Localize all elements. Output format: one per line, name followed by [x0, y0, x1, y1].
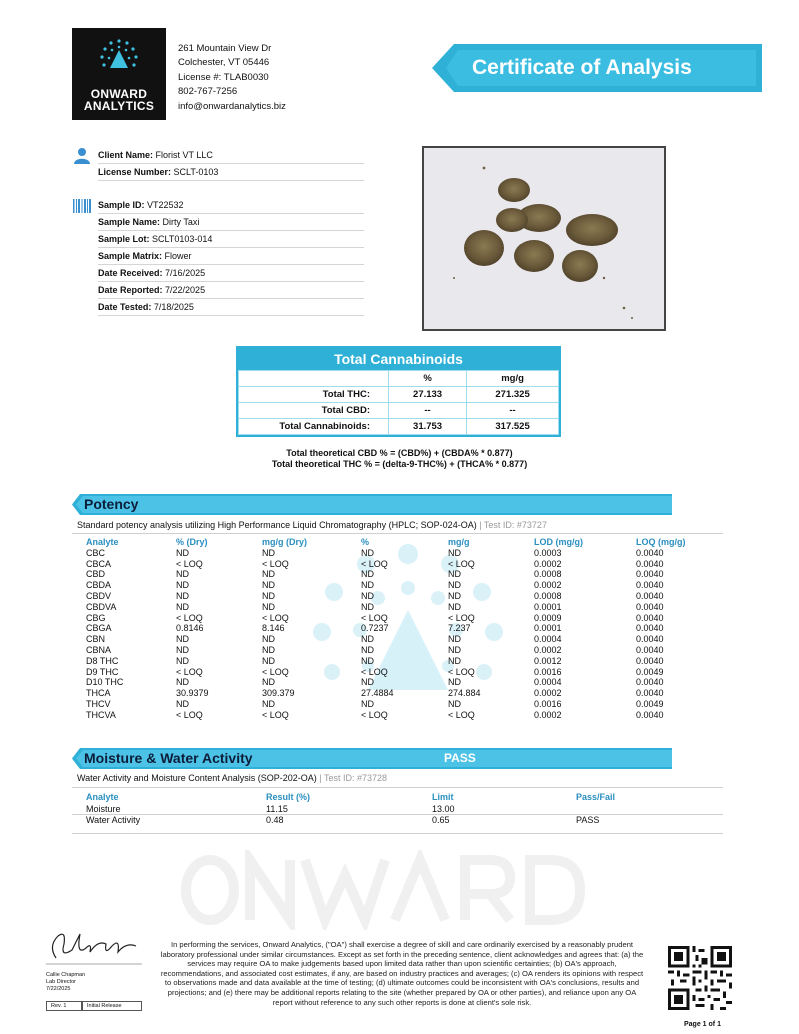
total-cannabinoids-title: Total Cannabinoids: [238, 348, 559, 370]
col-pct: %: [361, 537, 370, 547]
date-reported: 7/22/2025: [165, 285, 206, 295]
client-info: [98, 147, 364, 181]
table-row: [86, 634, 716, 645]
limit-value: 0.65: [432, 815, 450, 825]
mgg-value: ND: [448, 698, 461, 709]
moisture-section-header: [72, 748, 672, 769]
table-row: [86, 656, 716, 667]
pct-dry-value: ND: [176, 698, 189, 709]
loq-value: 0.0040: [636, 601, 664, 612]
analyte-name: D10 THC: [86, 677, 124, 688]
potency-description: Standard potency analysis utilizing High Performance Liquid Chromatography (HPLC; SOP-024-OA) | Test ID: #73727: [77, 520, 547, 530]
potency-desc-text: Standard potency analysis utilizing High Performance Liquid Chromatography (HPLC; SOP-024-OA): [77, 520, 477, 530]
mgg-dry-value: ND: [262, 698, 275, 709]
signer-block: [46, 972, 85, 993]
table-row: [86, 580, 716, 591]
mgg-value: ND: [448, 590, 461, 601]
pct-value: ND: [361, 580, 374, 591]
analyte-name: THCA: [86, 688, 111, 699]
mgg-value: ND: [448, 634, 461, 645]
loq-value: 0.0040: [636, 709, 664, 720]
pct-dry-value: ND: [176, 580, 189, 591]
tc-label: Total THC:: [239, 387, 389, 403]
loq-value: 0.0049: [636, 666, 664, 677]
tc-pct: 27.133: [389, 387, 467, 403]
analyte-name: D8 THC: [86, 655, 119, 666]
loq-value: 0.0040: [636, 580, 664, 591]
analyte-name: CBDA: [86, 580, 112, 591]
lab-logo: [72, 28, 166, 120]
loq-value: 0.0040: [636, 590, 664, 601]
mgg-dry-value: ND: [262, 580, 275, 591]
pct-dry-value: ND: [176, 655, 189, 666]
potency-header-row: [86, 537, 716, 548]
mgg-value: 274.884: [448, 688, 481, 699]
tc-pct: --: [389, 403, 467, 419]
pct-value: ND: [361, 677, 374, 688]
pct-dry-value: ND: [176, 644, 189, 655]
lod-value: 0.0003: [534, 547, 562, 558]
mgg-dry-value: ND: [262, 677, 275, 688]
col-mgg: mg/g: [448, 537, 470, 547]
client-license-label: License Number:: [98, 167, 172, 177]
moisture-description: Water Activity and Moisture Content Analysis (SOP-202-OA) | Test ID: #73728: [77, 773, 388, 783]
pct-value: ND: [361, 634, 374, 645]
client-license-row: [98, 164, 364, 181]
mgg-value: ND: [448, 601, 461, 612]
analyte-name: CBC: [86, 547, 106, 558]
mgg-dry-value: ND: [262, 601, 275, 612]
sample-lot-label: Sample Lot:: [98, 234, 150, 244]
mgg-dry-value: ND: [262, 634, 275, 645]
sample-id-row: [98, 197, 364, 214]
potency-title: Potency: [84, 496, 139, 512]
loq-value: 0.0040: [636, 644, 664, 655]
lod-value: 0.0002: [534, 580, 562, 591]
col-loq: LOQ (mg/g): [636, 537, 686, 547]
lod-value: 0.0004: [534, 677, 562, 688]
pct-value: ND: [361, 569, 374, 580]
divider: [72, 533, 723, 534]
onward-watermark-icon: [180, 850, 620, 930]
mgg-dry-value: < LOQ: [262, 709, 289, 720]
table-row: [86, 815, 686, 826]
analyte-name: THCVA: [86, 709, 116, 720]
loq-value: 0.0049: [636, 698, 664, 709]
date-tested-label: Date Tested:: [98, 302, 152, 312]
revision-note: Initial Release: [82, 1001, 142, 1011]
mgg-value: ND: [448, 569, 461, 580]
tc-mgg: 271.325: [467, 387, 559, 403]
mgg-value: ND: [448, 547, 461, 558]
col-lod: LOD (mg/g): [534, 537, 583, 547]
analyte-name: Water Activity: [86, 815, 141, 825]
pct-dry-value: 30.9379: [176, 688, 209, 699]
sample-photo: [422, 146, 666, 331]
legal-disclaimer: In performing the services, Onward Analytics, ("OA") shall exercise a degree of skill and care ordinarily exercised by a reasonably prudent laboratory professional under similar circumstances. Except as set forth in the preceding sentence, client acknowledges and agrees that: (a) the services may require OA to make judgements based upon limited data rather than upon scientific certainties; (b) OA's approach, recommendations, and associated cost estimates, if any, are based on industry practices and averages; (c) OA renders its opinions with respect to observations made and data available at the time of testing; (d) ultimate outcomes could be inconsistent with OA's conclusions, results and projections; and (e) there may be additional reports relating to the site (whether prepared by OA or other parties), and reliance upon any OA report without reference to any such other reports is done at client's sole risk.: [160, 940, 644, 1007]
lod-value: 0.0016: [534, 666, 562, 677]
mgg-value: ND: [448, 580, 461, 591]
loq-value: 0.0040: [636, 569, 664, 580]
date-received: 7/16/2025: [165, 268, 206, 278]
table-row: [86, 699, 716, 710]
col-pct-dry: % (Dry): [176, 537, 208, 547]
col-result: Result (%): [266, 792, 311, 802]
sample-lot: SCLT0103-014: [152, 234, 213, 244]
mgg-dry-value: 8.146: [262, 623, 285, 634]
pct-value: ND: [361, 698, 374, 709]
loq-value: 0.0040: [636, 634, 664, 645]
sample-matrix-row: [98, 248, 364, 265]
date-reported-row: [98, 282, 364, 299]
revision-box: [46, 1001, 142, 1011]
tc-col-pct: %: [389, 371, 467, 387]
loq-value: 0.0040: [636, 547, 664, 558]
col-limit: Limit: [432, 792, 454, 802]
date-received-row: [98, 265, 364, 282]
pct-value: 0.7237: [361, 623, 389, 634]
pct-dry-value: < LOQ: [176, 666, 203, 677]
signer-date: 7/22/2025: [46, 986, 71, 992]
signer-title: Lab Director: [46, 979, 76, 985]
table-row: [86, 710, 716, 721]
table-row: [86, 623, 716, 634]
pct-value: ND: [361, 601, 374, 612]
mgg-value: ND: [448, 655, 461, 666]
mgg-value: ND: [448, 644, 461, 655]
lod-value: 0.0009: [534, 612, 562, 623]
col-analyte: Analyte: [86, 537, 119, 547]
lab-address-block: [178, 42, 286, 114]
col-pass-fail: Pass/Fail: [576, 792, 616, 802]
mgg-value: < LOQ: [448, 612, 475, 623]
sample-info: [98, 197, 364, 316]
sample-id-label: Sample ID:: [98, 200, 145, 210]
lod-value: 0.0016: [534, 698, 562, 709]
tc-row: [239, 419, 559, 435]
pct-dry-value: < LOQ: [176, 612, 203, 623]
analyte-name: Moisture: [86, 804, 121, 814]
mgg-dry-value: ND: [262, 547, 275, 558]
signer-name: Callie Chapman: [46, 972, 86, 978]
tc-col-mgg: mg/g: [467, 371, 559, 387]
client-license: SCLT-0103: [173, 167, 219, 177]
mgg-value: < LOQ: [448, 666, 475, 677]
date-tested-row: [98, 299, 364, 316]
loq-value: 0.0040: [636, 655, 664, 666]
user-icon: [73, 147, 91, 165]
table-row: [86, 559, 716, 570]
lod-value: 0.0002: [534, 709, 562, 720]
mgg-dry-value: ND: [262, 569, 275, 580]
analyte-name: CBG: [86, 612, 106, 623]
potency-table: [86, 537, 716, 721]
moisture-table: [86, 792, 737, 826]
barcode-icon: [73, 199, 91, 213]
revision-number: Rev. 1: [46, 1001, 82, 1011]
date-received-label: Date Received:: [98, 268, 163, 278]
pct-dry-value: ND: [176, 569, 189, 580]
table-row: [86, 645, 716, 656]
result-value: 0.48: [266, 815, 284, 825]
date-reported-label: Date Reported:: [98, 285, 163, 295]
lod-value: 0.0001: [534, 601, 562, 612]
divider: [72, 787, 723, 788]
table-row: [86, 591, 716, 602]
pct-value: ND: [361, 590, 374, 601]
tc-mgg: 317.525: [467, 419, 559, 435]
pct-dry-value: ND: [176, 634, 189, 645]
sample-id: VT22532: [147, 200, 184, 210]
mgg-value: < LOQ: [448, 709, 475, 720]
lod-value: 0.0008: [534, 590, 562, 601]
pct-value: < LOQ: [361, 709, 388, 720]
pct-dry-value: 0.8146: [176, 623, 204, 634]
table-row: [86, 548, 716, 559]
pct-value: < LOQ: [361, 558, 388, 569]
pct-value: < LOQ: [361, 612, 388, 623]
logo-emblem-icon: [97, 38, 141, 84]
tc-row: [239, 403, 559, 419]
table-row: [86, 613, 716, 624]
lab-phone: 802-767-7256: [178, 86, 238, 98]
table-row: [86, 602, 716, 613]
pass-fail-value: PASS: [576, 815, 600, 825]
moisture-title: Moisture & Water Activity: [84, 750, 253, 766]
sample-matrix: Flower: [164, 251, 192, 261]
lod-value: 0.0002: [534, 558, 562, 569]
lod-value: 0.0002: [534, 688, 562, 699]
lod-value: 0.0002: [534, 644, 562, 655]
loq-value: 0.0040: [636, 558, 664, 569]
address-line1: 261 Mountain View Dr: [178, 43, 272, 54]
analyte-name: CBCA: [86, 558, 112, 569]
table-row: [86, 804, 686, 815]
lod-value: 0.0012: [534, 655, 562, 666]
tc-label: Total Cannabinoids:: [239, 419, 389, 435]
pct-dry-value: < LOQ: [176, 709, 203, 720]
sample-lot-row: [98, 231, 364, 248]
pct-dry-value: < LOQ: [176, 558, 203, 569]
divider: [72, 833, 723, 834]
logo-text-analytics: ANALYTICS: [83, 99, 155, 113]
formula-cbd: Total theoretical CBD % = (CBD%) + (CBDA% * 0.877): [286, 448, 513, 458]
date-tested: 7/18/2025: [153, 302, 194, 312]
moisture-header-row: [86, 792, 686, 803]
lod-value: 0.0001: [534, 623, 562, 634]
client-name-row: [98, 147, 364, 164]
client-name-label: Client Name:: [98, 150, 154, 160]
qr-code-icon: [668, 946, 732, 1010]
page-title: Certificate of Analysis: [472, 56, 692, 79]
pct-dry-value: ND: [176, 547, 189, 558]
page-number: Page 1 of 1: [684, 1021, 721, 1028]
mgg-dry-value: ND: [262, 644, 275, 655]
analyte-name: CBDVA: [86, 601, 117, 612]
signature-icon: [46, 928, 142, 968]
analyte-name: CBN: [86, 634, 106, 645]
mgg-dry-value: < LOQ: [262, 612, 289, 623]
client-name: Florist VT LLC: [155, 150, 213, 160]
moisture-test-id: Test ID: #73728: [323, 773, 388, 783]
result-value: 11.15: [266, 804, 288, 814]
tc-row: [239, 387, 559, 403]
lod-value: 0.0008: [534, 569, 562, 580]
sample-name-row: [98, 214, 364, 231]
tc-label: Total CBD:: [239, 403, 389, 419]
potency-rows: [86, 548, 716, 721]
mgg-dry-value: < LOQ: [262, 666, 289, 677]
loq-value: 0.0040: [636, 612, 664, 623]
mgg-dry-value: ND: [262, 590, 275, 601]
moisture-desc-text: Water Activity and Moisture Content Analysis (SOP-202-OA): [77, 773, 317, 783]
pct-dry-value: ND: [176, 601, 189, 612]
sample-name-label: Sample Name:: [98, 217, 161, 227]
lod-value: 0.0004: [534, 634, 562, 645]
mgg-value: 7.237: [448, 623, 471, 634]
limit-value: 13.00: [432, 804, 455, 814]
mgg-dry-value: ND: [262, 655, 275, 666]
pct-dry-value: ND: [176, 590, 189, 601]
lab-email: info@onwardanalytics.biz: [178, 100, 286, 112]
pct-value: ND: [361, 547, 374, 558]
table-row: [86, 569, 716, 580]
total-cannabinoids-table: [236, 346, 561, 437]
logo-text-onward: ONWARD: [90, 87, 148, 101]
tc-header-row: [239, 371, 559, 387]
pct-value: ND: [361, 655, 374, 666]
sample-matrix-label: Sample Matrix:: [98, 251, 163, 261]
lab-license: License #: TLAB0030: [178, 71, 269, 83]
address-line2: Colchester, VT 05446: [178, 57, 270, 69]
loq-value: 0.0040: [636, 623, 664, 634]
pct-dry-value: ND: [176, 677, 189, 688]
flower-buds-image: [424, 148, 664, 329]
col-analyte: Analyte: [86, 792, 119, 802]
tc-pct: 31.753: [389, 419, 467, 435]
loq-value: 0.0040: [636, 677, 664, 688]
mgg-dry-value: < LOQ: [262, 558, 289, 569]
analyte-name: D9 THC: [86, 666, 119, 677]
table-row: [86, 667, 716, 678]
table-row: [86, 688, 716, 699]
potency-test-id: Test ID: #73727: [483, 520, 547, 530]
mgg-value: ND: [448, 677, 461, 688]
analyte-name: CBD: [86, 569, 106, 580]
tc-mgg: --: [467, 403, 559, 419]
analyte-name: CBNA: [86, 644, 112, 655]
sample-name: Dirty Taxi: [162, 217, 200, 227]
analyte-name: CBGA: [86, 623, 112, 634]
moisture-status-badge: PASS: [444, 751, 476, 765]
coa-title-banner: [432, 44, 762, 92]
pct-value: < LOQ: [361, 666, 388, 677]
potency-section-header: [72, 494, 672, 515]
analyte-name: THCV: [86, 698, 111, 709]
mgg-value: < LOQ: [448, 558, 475, 569]
analyte-name: CBDV: [86, 590, 112, 601]
mgg-dry-value: 309.379: [262, 688, 295, 699]
loq-value: 0.0040: [636, 688, 664, 699]
table-row: [86, 677, 716, 688]
pct-value: ND: [361, 644, 374, 655]
formula-thc: Total theoretical THC % = (delta-9-THC%) + (THCA% * 0.877): [271, 459, 528, 469]
col-mgg-dry: mg/g (Dry): [262, 537, 307, 547]
pct-value: 27.4884: [361, 688, 394, 699]
